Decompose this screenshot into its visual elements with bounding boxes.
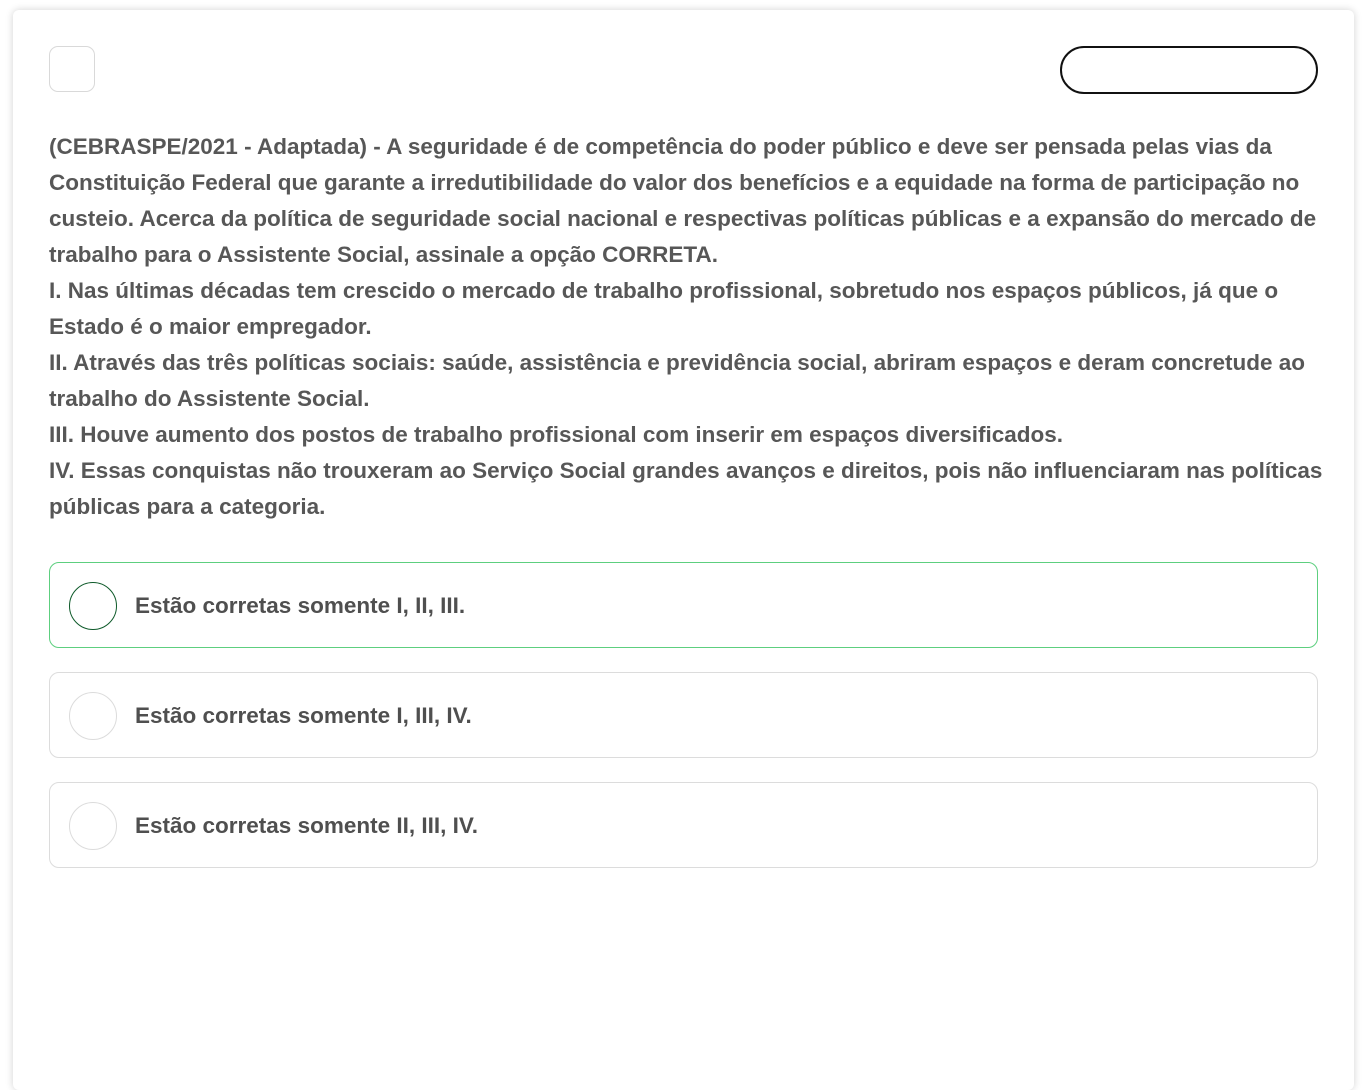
radio-button-icon[interactable] [69,802,117,850]
answer-option-label: Estão corretas somente I, III, IV. [135,703,472,728]
question-item-2: II. Através das três políticas sociais: saúde, assistência e previdência social, abriram espaços e deram concretude ao trabalho do Assistente Social. [49,350,1306,411]
answer-options [49,562,1318,892]
radio-button-icon[interactable] [69,582,117,630]
answer-option-2[interactable] [49,672,1318,758]
answer-option-label: Estão corretas somente I, II, III. [135,593,466,618]
answer-option-1[interactable] [49,562,1318,648]
question-statement: (CEBRASPE/2021 - Adaptada) - A seguridade é de competência do poder público e deve ser pensada pelas vias da Constituição Federal que garante a irredutibilidade do valor dos benefícios e a equidade na forma de participação no custeio. Acerca da política de seguridade social nacional e respectivas políticas públicas e a expansão do mercado de trabalho para o Assistente Social, assinale a opção CORRETA. [49,134,1317,267]
question-card [13,10,1354,1090]
question-item-4: IV. Essas conquistas não trouxeram ao Serviço Social grandes avanços e direitos, pois não influenciaram nas políticas públicas para a categoria. [49,458,1323,519]
mark-question-checkbox[interactable] [49,46,95,92]
question-item-3: III. Houve aumento dos postos de trabalho profissional com inserir em espaços diversificados. [49,422,1064,447]
answer-option-3[interactable] [49,782,1318,868]
top-action-button[interactable] [1060,46,1318,94]
answer-option-label: Estão corretas somente II, III, IV. [135,813,479,838]
radio-button-icon[interactable] [69,692,117,740]
question-text [49,129,1325,525]
question-item-1: I. Nas últimas décadas tem crescido o mercado de trabalho profissional, sobretudo nos espaços públicos, já que o Estado é o maior empregador. [49,278,1279,339]
